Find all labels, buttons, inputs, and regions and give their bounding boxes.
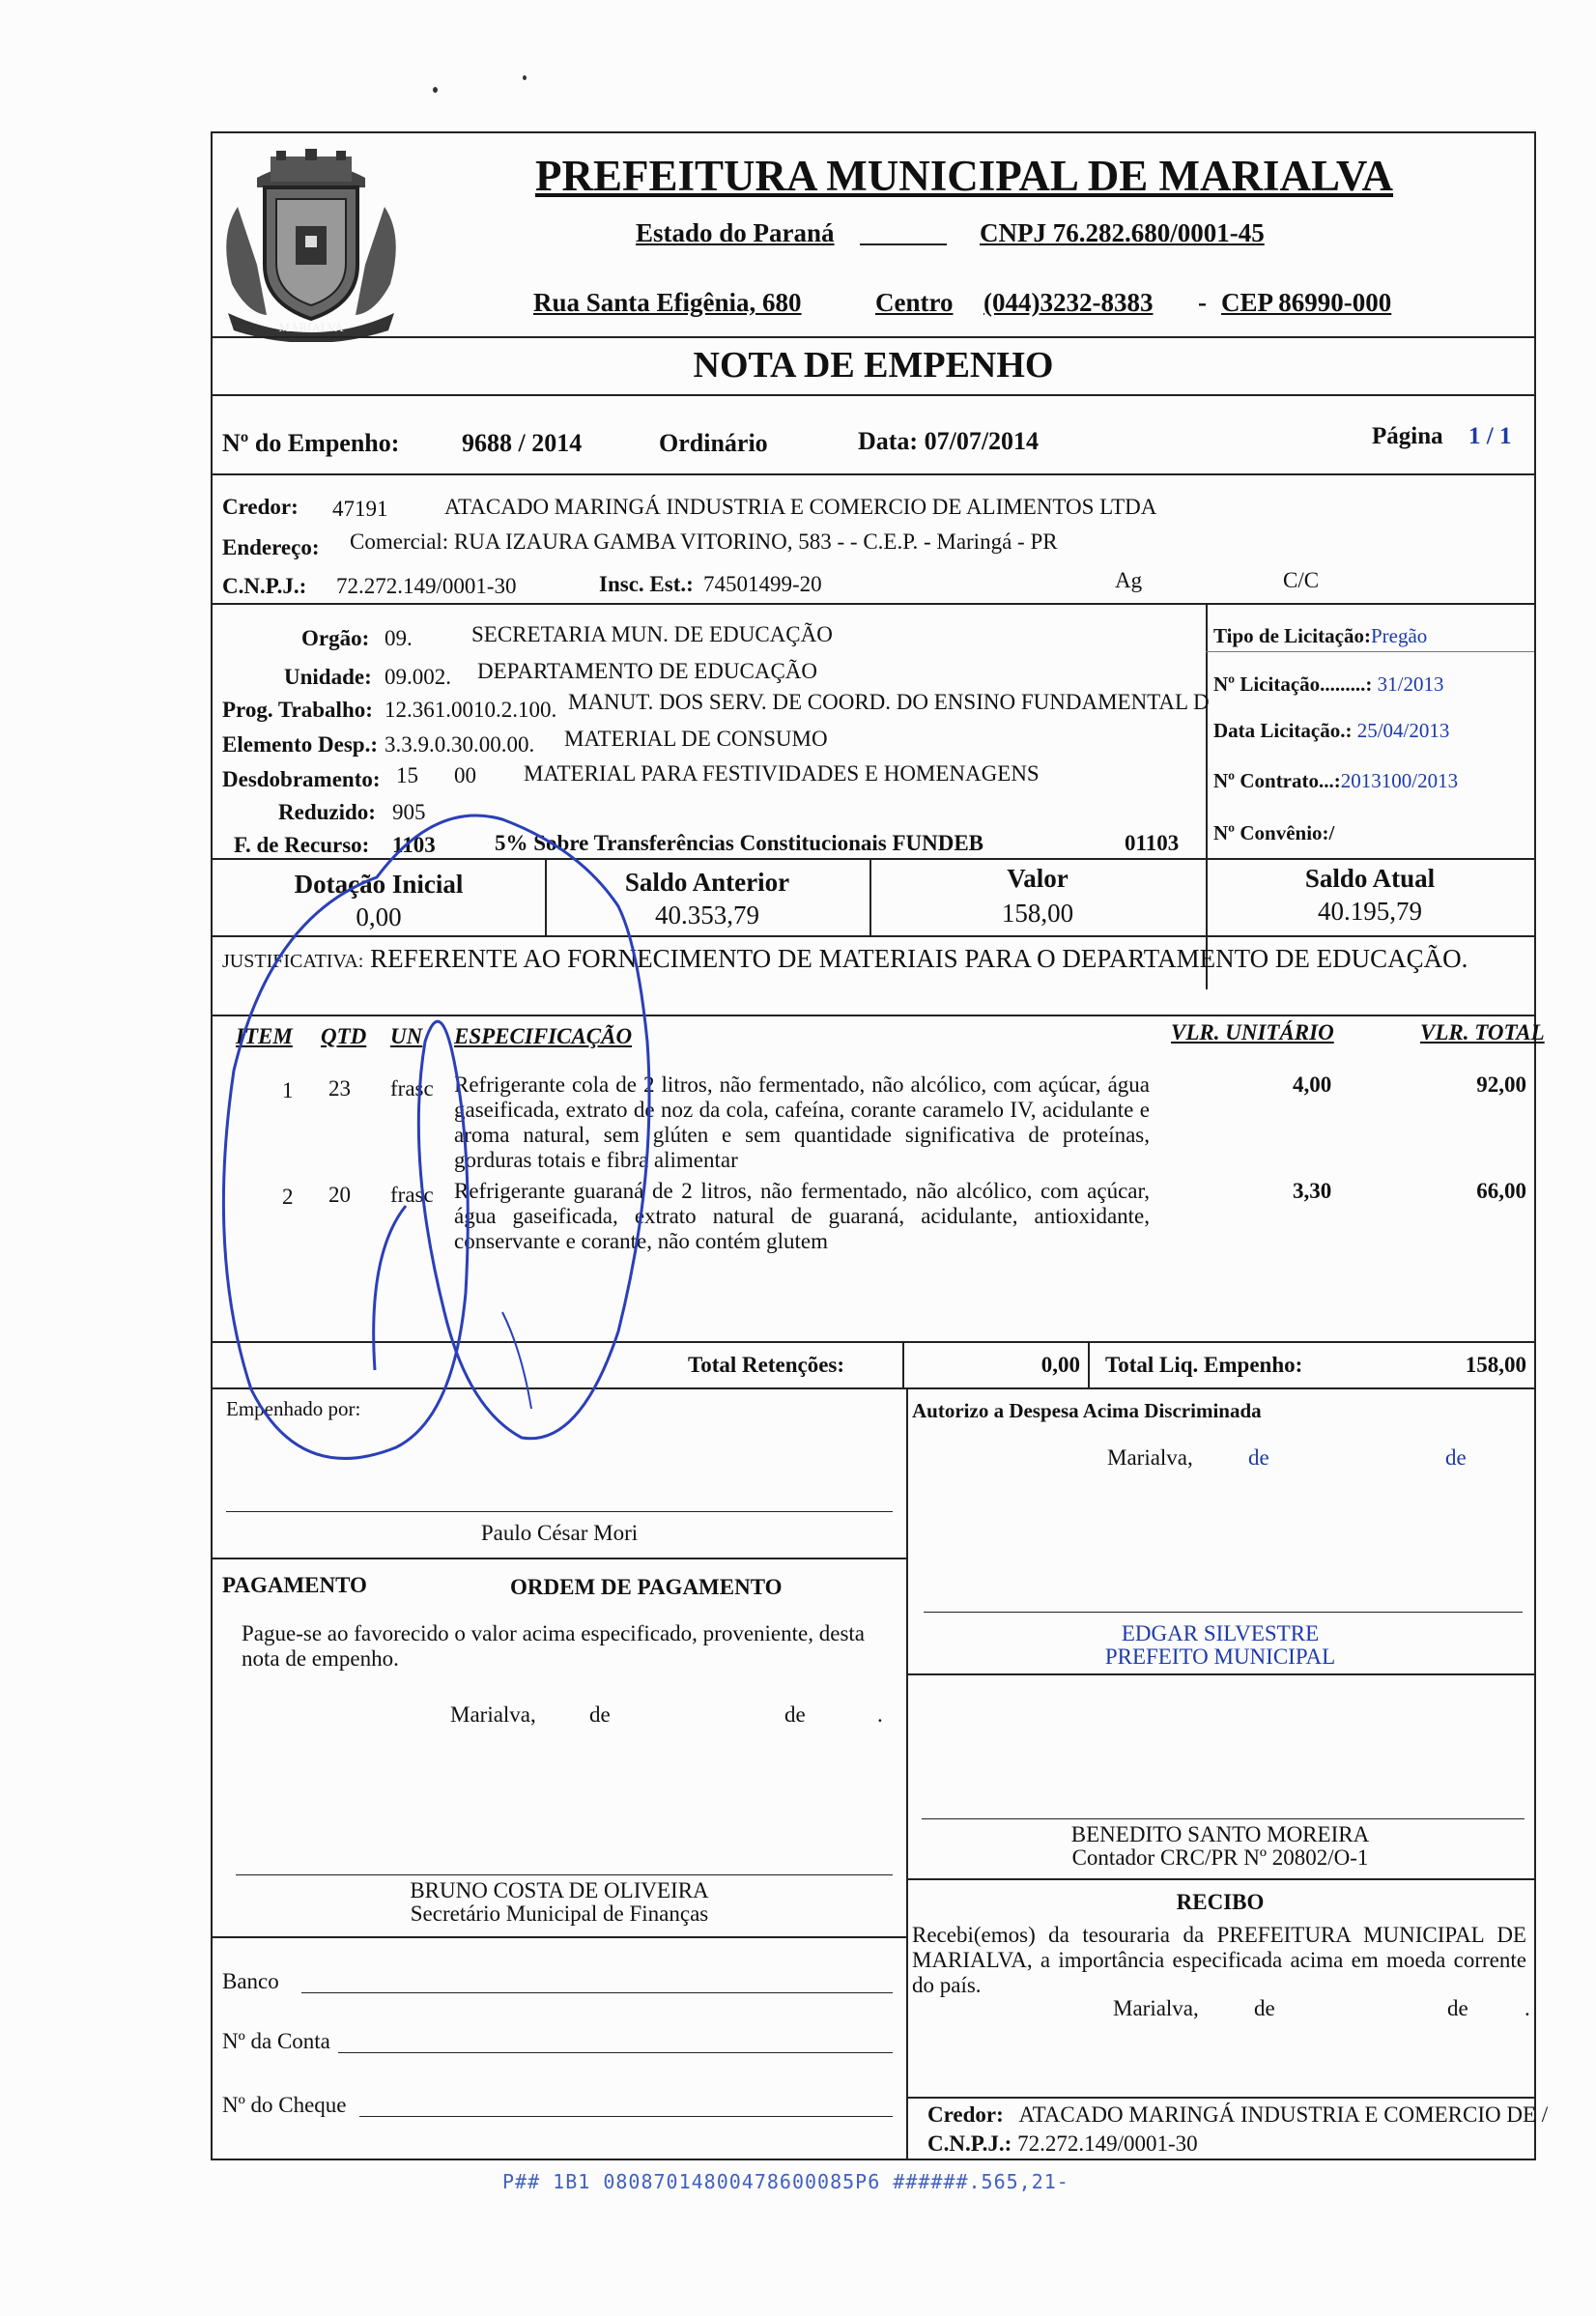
dotacao-value: 0,00 [356,902,402,931]
divider [213,1341,1534,1343]
endereco-label: Endereço: [222,535,320,559]
recibo-label: RECIBO [1176,1890,1265,1914]
elem-name: MATERIAL DE CONSUMO [564,727,828,751]
ordem-pagamento: ORDEM DE PAGAMENTO [510,1575,783,1599]
recibo-credor-name: ATACADO MARINGÁ INDUSTRIA E COMERCIO DE / [1018,2102,1549,2127]
reduzido-label: Reduzido: [278,800,376,824]
municipality-title: PREFEITURA MUNICIPAL DE MARIALVA [535,152,1394,200]
contador-title: Contador CRC/PR Nº 20802/O-1 [1071,1845,1369,1870]
valor-label: Valor [1007,864,1069,893]
recibo-cnpj-value: 72.272.149/0001-30 [1017,2131,1198,2156]
speck [523,75,527,80]
coat-of-arms-icon [218,149,404,342]
empenho-number-label: Nº do Empenho: [222,429,400,457]
state-underline [860,243,947,245]
recibo-dot: . [1525,1996,1530,2020]
licitacao-data [1213,719,1449,743]
licitacao-data-value: 25/04/2013 [1356,719,1450,742]
licitacao-tipo [1213,624,1427,648]
item-1-unit: 4,00 [1293,1072,1332,1097]
desd-sub: 00 [454,763,476,787]
empenho-type: Ordinário [659,429,768,457]
col-qtd: QTD [321,1024,367,1048]
credor-address: Comercial: RUA IZAURA GAMBA VITORINO, 583 - - C.E.P. - Maringá - PR [350,529,1058,554]
recibo-place: Marialva, [1113,1996,1199,2020]
prog-label: Prog. Trabalho: [222,698,373,722]
orgao-name: SECRETARIA MUN. DE EDUCAÇÃO [471,622,833,646]
signature-line [924,1612,1523,1613]
barcode-line: P## 1B1 08087014800478600085P6 ######.565,21- [502,2170,1069,2193]
item-2-number: 2 [282,1185,294,1209]
divider [213,1558,906,1559]
licitacao-data-label: Data Licitação.: [1213,719,1353,742]
divider [213,858,1534,860]
divider [1206,603,1208,989]
reduzido-value: 905 [392,800,426,824]
divider [213,336,1534,338]
divider [906,2097,1534,2099]
retencoes-label: Total Retenções: [688,1353,845,1377]
pagamento-de-1: de [589,1702,611,1727]
justificativa-label: JUSTIFICATIVA: [222,951,364,972]
recurso-num: 01103 [1125,831,1180,855]
recibo-credor-label: Credor: [927,2102,1004,2127]
licitacao-contrato [1213,769,1458,793]
signature-line [236,1874,893,1875]
desd-name: MATERIAL PARA FESTIVIDADES E HOMENAGENS [524,761,1040,786]
item-1-total: 92,00 [1476,1072,1526,1097]
recurso-name: 5% Sobre Transferências Constitucionais FUNDEB [495,831,984,855]
empenho-number: 9688 / 2014 [462,429,583,457]
divider [906,1673,1534,1675]
signature-line [922,1818,1525,1819]
prog-code: 12.361.0010.2.100. [385,698,557,722]
address-street: Rua Santa Efigênia, 680 [533,288,802,317]
conta-label: Nº da Conta [222,2029,330,2053]
dotacao-label: Dotação Inicial [294,870,464,899]
page-value: 1 / 1 [1468,423,1512,449]
cheque-label: Nº do Cheque [222,2093,347,2117]
credor-code: 47191 [332,497,388,521]
recurso-code: 1103 [392,833,436,857]
banco-input[interactable] [301,1992,893,1993]
sec-name: BRUNO COSTA DE OLIVEIRA [410,1878,709,1902]
mayor-title: PREFEITO MUNICIPAL [1104,1644,1336,1669]
autorizo-de-2: de [1445,1445,1467,1470]
insc-label: Insc. Est.: [599,572,694,596]
saldo-atual-label: Saldo Atual [1304,864,1436,893]
credor-insc: 74501499-20 [703,572,822,596]
contador-name: BENEDITO SANTO MOREIRA [1070,1822,1370,1846]
retencoes-value: 0,00 [1040,1353,1080,1377]
saldo-atual-value: 40.195,79 [1318,897,1422,926]
col-un: UN [390,1024,423,1048]
col-spec: ESPECIFICAÇÃO [454,1024,633,1048]
recibo-de-1: de [1254,1996,1275,2020]
divider [906,1878,1534,1880]
nota-empenho-form [211,131,1549,2160]
saldo-anterior-label: Saldo Anterior [624,868,790,897]
item-1-number: 1 [282,1078,294,1102]
empenhado-name: Paulo César Mori [480,1521,639,1545]
pagamento-de-2: de [784,1702,806,1727]
divider [213,473,1534,475]
autorizo-de-1: de [1248,1445,1269,1470]
divider [213,1387,1534,1389]
recibo-cnpj [927,2131,1198,2157]
state-label: Estado do Paraná [636,218,835,247]
item-2-qtd: 20 [328,1183,351,1207]
unidade-label: Unidade: [284,665,372,689]
municipality-cnpj: CNPJ 76.282.680/0001-45 [980,218,1265,247]
item-1-qtd: 23 [328,1076,351,1101]
item-1-spec: Refrigerante cola de 2 litros, não fermentado, não alcólico, com açúcar, água gaseificada, extrato de noz da cola, cafeína, corante caramelo IV, acidulante e aroma natural, sem glúten e sem quantidade significativa de proteínas, gorduras totais e fibra alimentar [454,1072,1150,1172]
pagamento-place: Marialva, [450,1702,536,1727]
desd-label: Desdobramento: [222,767,381,791]
orgao-label: Orgão: [301,626,370,650]
divider [1206,651,1534,652]
page-label: Página [1372,423,1443,449]
item-1-un: frasc [390,1076,434,1101]
licitacao-numero [1213,672,1444,697]
cheque-input[interactable] [359,2116,893,2117]
credor-cnpj: 72.272.149/0001-30 [336,574,517,598]
pagamento-text: Pague-se ao favorecido o valor acima especificado, proveniente, desta nota de empenho. [242,1621,865,1671]
licitacao-contrato-label: Nº Contrato...: [1213,769,1341,792]
autorizo-label: Autorizo a Despesa Acima Discriminada [912,1399,1262,1422]
licitacao-numero-value: 31/2013 [1377,672,1444,696]
licitacao-numero-label: Nº Licitação.........: [1213,672,1373,696]
pagamento-dot: . [877,1702,883,1727]
divider [906,1387,908,2160]
item-2-un: frasc [390,1183,434,1207]
col-item: ITEM [236,1024,293,1048]
mayor-name: EDGAR SILVESTRE [1121,1621,1320,1645]
autorizo-place: Marialva, [1107,1445,1193,1470]
address-district: Centro [875,288,954,317]
orgao-code: 09. [385,626,413,650]
empenhado-label: Empenhado por: [226,1397,361,1420]
licitacao-contrato-value: 2013100/2013 [1340,769,1459,792]
divider [1088,1341,1090,1387]
recibo-de-2: de [1447,1996,1468,2020]
address-phone: (044)3232-8383 [983,288,1154,317]
desd-code: 15 [396,763,418,787]
divider [213,935,1534,937]
pagamento-label: PAGAMENTO [222,1573,367,1597]
credor-name: ATACADO MARINGÁ INDUSTRIA E COMERCIO DE ALIMENTOS LTDA [444,495,1157,519]
prog-name: MANUT. DOS SERV. DE COORD. DO ENSINO FUNDAMENTAL D [568,690,1210,714]
empenho-date: Data: 07/07/2014 [858,427,1040,455]
divider [213,1015,1534,1016]
item-2-spec: Refrigerante guaraná de 2 litros, não fermentado, não alcólico, com açúcar, água gaseificada, extrato natural de guaraná, acidulante, antioxidante, conservante e corante, não contém glutem [454,1179,1150,1253]
elem-code: 3.3.9.0.30.00.00. [385,732,535,757]
col-unit: VLR. UNITÁRIO [1171,1020,1334,1044]
divider [213,394,1534,396]
address-cep: CEP 86990-000 [1221,288,1392,317]
licitacao-convenio: Nº Convênio:/ [1213,821,1335,844]
signature-line [226,1511,893,1512]
recibo-cnpj-label: C.N.P.J.: [927,2131,1012,2156]
svg-text:MARIALVA: MARIALVA [278,320,344,334]
valor-value: 158,00 [1001,899,1074,928]
cnpj-label: C.N.P.J.: [222,574,307,598]
licitacao-tipo-label: Tipo de Licitação: [1213,624,1371,647]
item-2-total: 66,00 [1476,1179,1526,1203]
divider [213,1936,906,1938]
justificativa [222,941,1517,979]
address-dash: - [1198,288,1207,317]
cc-label: C/C [1283,568,1320,592]
recurso-label: F. de Recurso: [234,833,370,857]
ag-label: Ag [1115,568,1143,592]
recibo-text: Recebi(emos) da tesouraria da PREFEITURA MUNICIPAL DE MARIALVA, a importância especificada acima em moeda corrente do país. [912,1923,1526,1997]
col-total: VLR. TOTAL [1420,1020,1545,1044]
banco-label: Banco [222,1969,279,1993]
liq-value: 158,00 [1465,1353,1526,1377]
elem-label: Elemento Desp.: [222,732,378,757]
unidade-code: 09.002. [385,665,451,689]
divider [213,603,1534,605]
recibo-credor [927,2102,1548,2128]
doc-title: NOTA DE EMPENHO [693,345,1054,386]
saldo-anterior-value: 40.353,79 [655,901,759,929]
credor-label: Credor: [222,495,299,519]
unidade-name: DEPARTAMENTO DE EDUCAÇÃO [477,659,818,683]
sec-title: Secretário Municipal de Finanças [410,1901,709,1926]
conta-input[interactable] [338,2052,893,2053]
justificativa-text: REFERENTE AO FORNECIMENTO DE MATERIAIS PARA O DEPARTAMENTO DE EDUCAÇÃO. [370,944,1468,973]
item-2-unit: 3,30 [1293,1179,1332,1203]
licitacao-tipo-value: Pregão [1370,624,1428,647]
speck [433,87,438,93]
liq-label: Total Liq. Empenho: [1105,1353,1303,1377]
